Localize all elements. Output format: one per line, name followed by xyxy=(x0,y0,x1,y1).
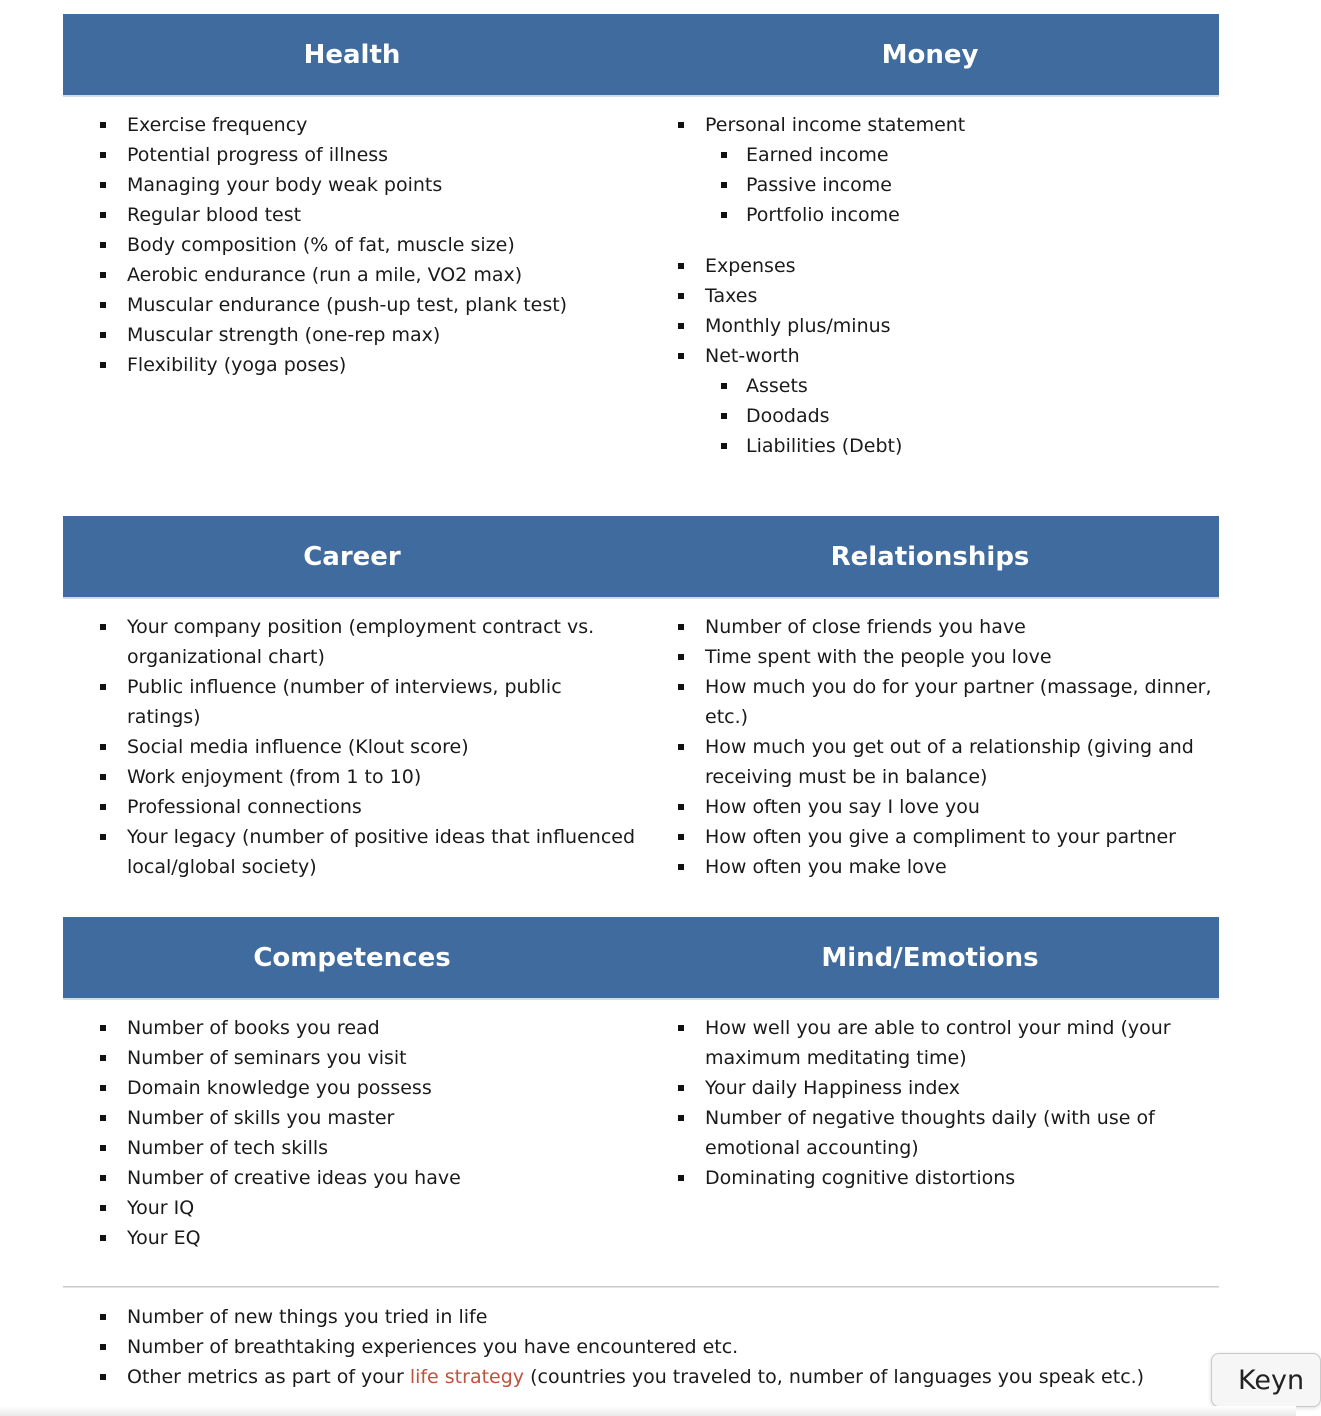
sub-list-item: Earned income xyxy=(705,140,1219,170)
list-item xyxy=(63,732,641,762)
list-item xyxy=(63,1043,641,1073)
other-list xyxy=(63,1302,1219,1392)
list-item xyxy=(641,642,1219,672)
list-item-text: Expenses xyxy=(705,255,796,277)
list-item-text: Your company position (employment contract vs. organizational chart) xyxy=(127,616,595,668)
list-item xyxy=(641,1013,1219,1073)
career-column xyxy=(63,612,641,882)
sub-list-item: Liabilities (Debt) xyxy=(705,431,1219,461)
list-item-text: Number of seminars you visit xyxy=(127,1047,407,1069)
life-strategy-link[interactable]: life strategy xyxy=(409,1366,525,1388)
list-item-text: Professional connections xyxy=(127,796,362,818)
list-item xyxy=(641,1103,1219,1163)
list-item xyxy=(63,1013,641,1043)
list-item-text: (countries you traveled to, number of languages you speak etc.) xyxy=(524,1366,1145,1388)
list-item-text: Number of tech skills xyxy=(127,1137,329,1159)
column-header-competences: Competences xyxy=(253,942,451,973)
list-item-text: Your legacy (number of positive ideas that influenced local/global society) xyxy=(127,826,636,878)
list-item-text: Muscular strength (one-rep max) xyxy=(127,324,441,346)
list-item xyxy=(63,1163,641,1193)
list-item xyxy=(641,672,1219,732)
health-column xyxy=(63,110,641,461)
list-item xyxy=(63,672,641,732)
list-item-text: Muscular endurance (push-up test, plank test) xyxy=(127,294,568,316)
list-item-text: How often you give a compliment to your partner xyxy=(705,826,1176,848)
list-item-text: Flexibility (yoga poses) xyxy=(127,354,347,376)
list-item-text: Your daily Happiness index xyxy=(705,1077,961,1099)
list-item xyxy=(63,612,641,672)
list-item-text: Aerobic endurance (run a mile, VO2 max) xyxy=(127,264,523,286)
list-item xyxy=(63,110,641,140)
list-item-text: Monthly plus/minus xyxy=(705,315,891,337)
relationships-list xyxy=(641,612,1219,882)
list-item-text: Taxes xyxy=(705,285,758,307)
list-item-text: How often you make love xyxy=(705,856,947,878)
list-item-text: Your EQ xyxy=(127,1227,201,1249)
list-item: Number of new things you tried in life xyxy=(63,1302,1219,1332)
list-item-text: Number of close friends you have xyxy=(705,616,1026,638)
list-item xyxy=(641,822,1219,852)
competences-column xyxy=(63,1013,641,1253)
section-body xyxy=(63,612,1219,882)
list-item xyxy=(63,1073,641,1103)
section-body xyxy=(63,1013,1219,1253)
list-item xyxy=(63,762,641,792)
list-item-text: Social media influence (Klout score) xyxy=(127,736,469,758)
list-item xyxy=(63,792,641,822)
list-item xyxy=(641,341,1219,461)
list-item xyxy=(641,732,1219,792)
list-item xyxy=(641,792,1219,822)
list-item xyxy=(63,260,641,290)
list-item-text: Body composition (% of fat, muscle size) xyxy=(127,234,515,256)
list-item: Number of breathtaking experiences you have encountered etc. xyxy=(63,1332,1219,1362)
column-header-health: Health xyxy=(303,39,401,70)
sub-list-item: Assets xyxy=(705,371,1219,401)
list-item xyxy=(63,290,641,320)
list-item-text: Managing your body weak points xyxy=(127,174,443,196)
list-item xyxy=(641,1163,1219,1193)
sub-list xyxy=(705,140,1219,230)
section-header-row xyxy=(63,516,1219,599)
list-item-text: Work enjoyment (from 1 to 10) xyxy=(127,766,422,788)
list-item-text: Personal income statement xyxy=(705,114,966,136)
list-item-text: How much you get out of a relationship (giving and receiving must be in balance) xyxy=(705,736,1194,788)
bottom-fade xyxy=(0,1406,1296,1416)
money-list xyxy=(641,110,1219,461)
list-item-text: How often you say I love you xyxy=(705,796,980,818)
mind-emotions-list xyxy=(641,1013,1219,1193)
list-item xyxy=(641,110,1219,230)
list-item-text: How well you are able to control your mind (your maximum meditating time) xyxy=(705,1017,1171,1069)
mind-emotions-column xyxy=(641,1013,1219,1253)
section-body xyxy=(63,110,1219,461)
list-item-text: Public influence (number of interviews, public ratings) xyxy=(127,676,562,728)
section-divider xyxy=(63,1286,1219,1288)
list-item-text: Regular blood test xyxy=(127,204,302,226)
list-item-text: Other metrics as part of your xyxy=(127,1366,410,1388)
sub-list-item: Doodads xyxy=(705,401,1219,431)
list-item-text: Number of negative thoughts daily (with use of emotional accounting) xyxy=(705,1107,1155,1159)
list-item xyxy=(641,251,1219,281)
sub-list-item: Passive income xyxy=(705,170,1219,200)
list-item xyxy=(63,1223,641,1253)
career-list xyxy=(63,612,641,882)
money-column xyxy=(641,110,1219,461)
list-item-text: Net-worth xyxy=(705,345,800,367)
list-item xyxy=(63,822,641,882)
column-header-mind-emotions: Mind/Emotions xyxy=(821,942,1039,973)
relationships-column xyxy=(641,612,1219,882)
list-item-text: How much you do for your partner (massage, dinner, etc.) xyxy=(705,676,1212,728)
column-header-relationships: Relationships xyxy=(830,541,1030,572)
sub-list-item: Portfolio income xyxy=(705,200,1219,230)
column-header-money: Money xyxy=(881,39,979,70)
list-item xyxy=(63,230,641,260)
list-item xyxy=(63,350,641,380)
list-item xyxy=(63,170,641,200)
list-item-text: Time spent with the people you love xyxy=(705,646,1052,668)
health-list xyxy=(63,110,641,380)
list-item xyxy=(63,1103,641,1133)
list-item xyxy=(641,852,1219,882)
competences-list xyxy=(63,1013,641,1253)
list-item xyxy=(63,1193,641,1223)
list-item-text: Domain knowledge you possess xyxy=(127,1077,432,1099)
list-item-text: Number of creative ideas you have xyxy=(127,1167,461,1189)
list-item-text: Your IQ xyxy=(127,1197,195,1219)
list-item xyxy=(63,140,641,170)
section-header-row xyxy=(63,917,1219,1000)
section-header-row xyxy=(63,14,1219,97)
list-item xyxy=(63,200,641,230)
list-item-text: Exercise frequency xyxy=(127,114,308,136)
list-item xyxy=(641,311,1219,341)
list-item xyxy=(641,1073,1219,1103)
list-item xyxy=(641,612,1219,642)
list-item xyxy=(641,281,1219,311)
other-section xyxy=(63,1302,1219,1392)
list-item xyxy=(63,1362,1219,1392)
list-item-text: Potential progress of illness xyxy=(127,144,389,166)
column-header-career: Career xyxy=(303,541,401,572)
list-item-text: Number of skills you master xyxy=(127,1107,395,1129)
list-item xyxy=(63,1133,641,1163)
keyn-popup[interactable]: Keyn xyxy=(1211,1353,1321,1407)
sub-list xyxy=(705,371,1219,461)
list-item-text: Dominating cognitive distortions xyxy=(705,1167,1016,1189)
list-item-text: Number of books you read xyxy=(127,1017,380,1039)
list-item xyxy=(63,320,641,350)
